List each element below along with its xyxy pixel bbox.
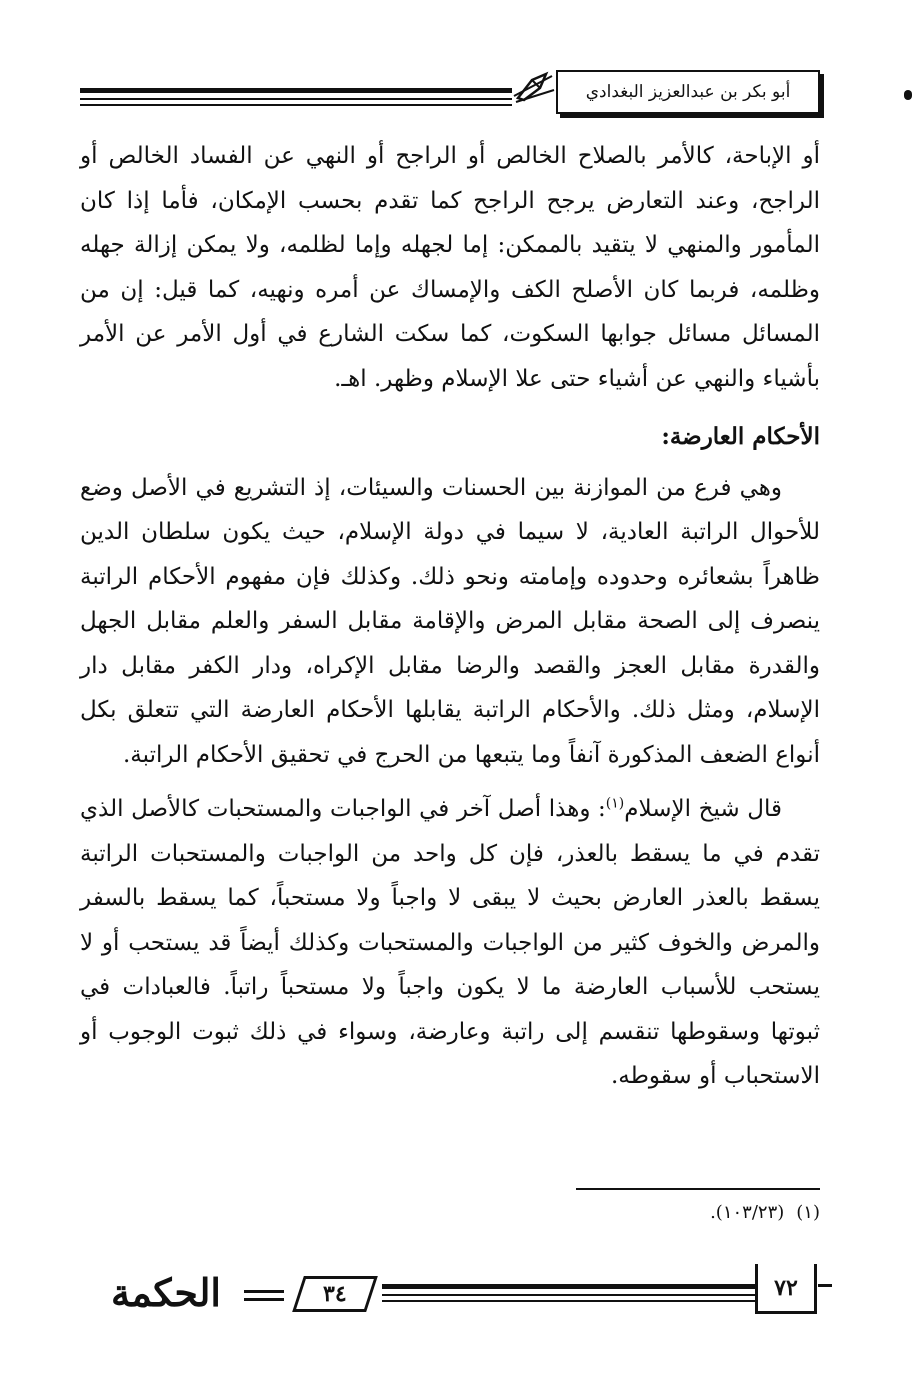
magazine-logo: الحكمة xyxy=(111,1269,221,1315)
header-rule-thick xyxy=(80,88,512,93)
running-header-author: أبو بكر بن عبدالعزيز البغدادي xyxy=(556,70,820,114)
header-rule-thin-2 xyxy=(80,104,512,106)
footnote-marker: (١) xyxy=(796,1202,820,1223)
footnote-divider xyxy=(576,1188,820,1190)
header-rule-thin xyxy=(80,98,512,100)
page-number: ٧٢ xyxy=(774,1274,798,1301)
section-heading: الأحكام العارضة: xyxy=(661,423,820,450)
page-body xyxy=(80,134,820,1099)
footer-rule-short-2 xyxy=(244,1298,284,1301)
footnote xyxy=(560,1198,820,1228)
pen-nib-icon xyxy=(512,68,556,104)
footnote-reference[interactable]: (١) xyxy=(605,795,625,812)
issue-number-box xyxy=(292,1276,378,1312)
quote-lead: قال شيخ الإسلام xyxy=(624,796,782,822)
footer-rule-thin xyxy=(382,1294,755,1296)
quote-text: : وهذا أصل آخر في الواجبات والمستحبات كالأصل الذي تقدم في ما يسقط بالعذر، فإن كل واحد من الواجبات والمستحبات الراتبة يسقط بالعذر العارض بحيث لا يبقى لا واجباً ولا مستحباً، كما يسقط بالسفر والمرض والخوف كثير من الواجبات والمستحبات وكذلك أيضاً قد يستحب أو لا يستحب للأسباب العارضة ما لا يكون واجباً ولا مستحباً راتباً. فالعبادات في ثبوتها وسقوطها تنقسم إلى راتبة وعارضة، وسواء في ذلك ثبوت الوجوب أو الاستحباب أو سقوطه. xyxy=(80,796,820,1089)
page-number-tick xyxy=(818,1284,832,1287)
issue-number: ٣٤ xyxy=(323,1281,347,1307)
page-number-box xyxy=(755,1264,817,1314)
footer-rule-short-1 xyxy=(244,1290,284,1293)
footer-rule-thin-2 xyxy=(382,1300,755,1302)
margin-mark xyxy=(904,90,912,100)
footer-rule-thick xyxy=(382,1284,755,1289)
paragraph-sheikh-quote xyxy=(80,787,820,1099)
paragraph-arid-rulings: وهي فرع من الموازنة بين الحسنات والسيئات، إذ التشريع في الأصل وضع للأحوال الراتبة العادية، لا سيما في دولة الإسلام، حيث يكون سلطان الدين ظاهراً بشعائره وحدوده وإمامته ونحو ذلك. وكذلك فإن مفهوم الأحكام الراتبة ينصرف إلى الصحة مقابل المرض والإقامة مقابل السفر والعلم مقابل الجهل والقدرة مقابل العجز والقصد والرضا مقابل الإكراه، ودار الكفر مقابل دار الإسلام، ومثل ذلك. والأحكام الراتبة يقابلها الأحكام العارضة التي تتعلق بكل أنواع الضعف المذكورة آنفاً وما يتبعها من الحرج في تحقيق الأحكام الراتبة. xyxy=(80,474,820,768)
footnote-text: (١٠٣/٢٣). xyxy=(710,1202,785,1223)
paragraph-continuation: أو الإباحة، كالأمر بالصلاح الخالص أو الراجح أو النهي عن الفساد الخالص أو الراجح، وعند التعارض يرجح الراجح كما تقدم بحسب الإمكان، فأما إذا كان المأمور والمنهي لا يتقيد بالممكن: إما لجهله وإما لظلمه، ولا يمكن إزالة جهله وظلمه، فربما كان الأصلح الكف والإمساك عن أمره ونهيه، كما قيل: إن من المسائل مسائل جوابها السكوت، كما سكت الشارع في أول الأمر عن الأمر بأشياء والنهي عن أشياء حتى علا الإسلام وظهر. اهـ. xyxy=(80,143,820,392)
